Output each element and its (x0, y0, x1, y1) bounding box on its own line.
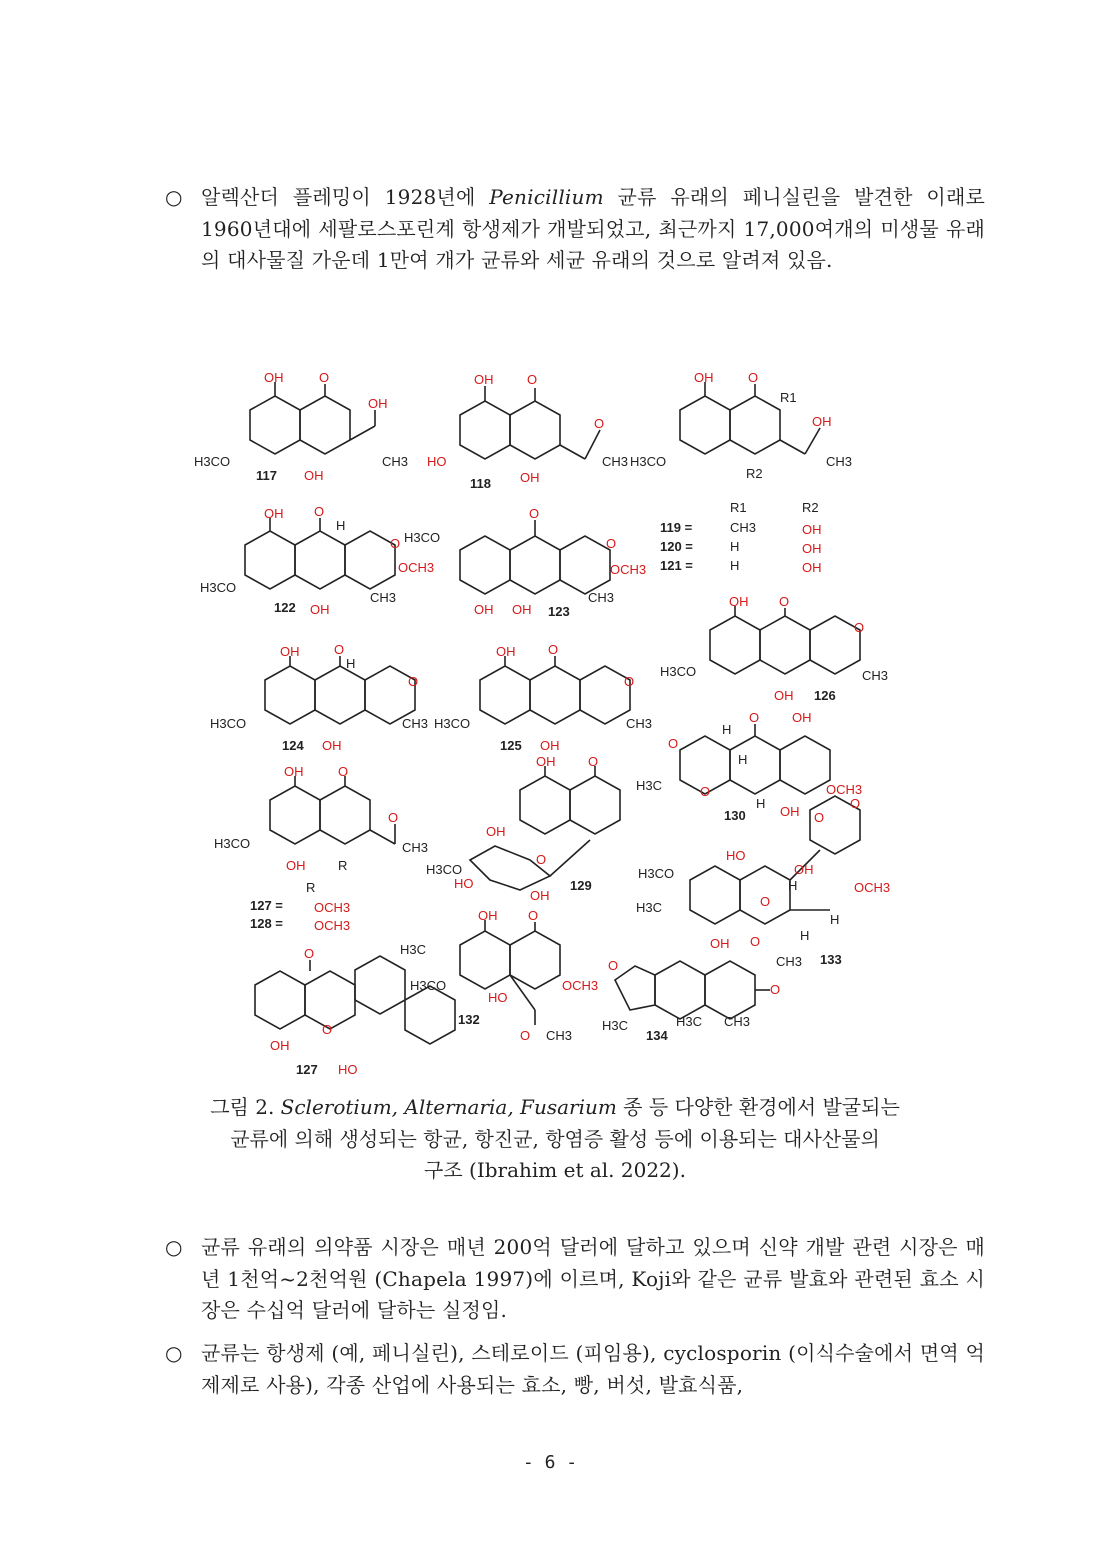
label-oh: OH (536, 754, 556, 769)
label-o: O (850, 796, 861, 811)
compound-118 (427, 372, 628, 491)
label-o: O (608, 958, 619, 973)
label-h3co: H3CO (210, 716, 247, 731)
caption-line-2: 균류에 의해 생성되는 항균, 항진균, 항염증 활성 등에 이용되는 대사산물의 (230, 1126, 880, 1151)
label-och3: OCH3 (854, 880, 891, 895)
caption-line-3: 구조 (Ibrahim et al. 2022). (424, 1158, 686, 1182)
label-o: O (748, 370, 759, 385)
table2-header: R (306, 880, 316, 895)
table-row-r2: OH (802, 560, 822, 575)
label-ch3: CH3 (602, 454, 629, 469)
label-ch3: CH3 (724, 1014, 751, 1029)
label-o: O (760, 894, 771, 909)
label-ch3: CH3 (382, 454, 409, 469)
label-oh: OH (280, 644, 300, 659)
table-row-r2: OH (802, 522, 822, 537)
label-oh: OH (264, 370, 284, 385)
label-oh: OH (486, 824, 506, 839)
label-och3: OCH3 (398, 560, 435, 575)
table-header-r2: R2 (802, 500, 819, 515)
label-o: O (536, 852, 547, 867)
label-o: O (390, 536, 401, 551)
compound-number: 130 (724, 808, 746, 823)
label-h: H (722, 722, 732, 737)
table-row-r2: OH (802, 541, 822, 556)
label-oh: OH (310, 602, 330, 617)
label-o: O (588, 754, 599, 769)
compound-number: 125 (500, 738, 522, 753)
label-oh: OH (284, 764, 304, 779)
compound-132 (400, 908, 598, 1043)
label-h: H (756, 796, 766, 811)
compound-134 (602, 958, 780, 1043)
paragraph-2-text: 균류 유래의 의약품 시장은 매년 200억 달러에 달하고 있으며 신약 개발 관련 시장은 매년 1천억~2천억원 (Chapela 1997)에 이르며, Koji와 같은 균류 발효와 관련된 효소 시장은 수십억 달러에 달하는 실정임. (201, 1235, 985, 1322)
label-oh: OH (264, 506, 284, 521)
compound-124 (210, 642, 428, 753)
compound-122 (200, 504, 434, 617)
paragraph-3 (165, 1338, 985, 1401)
label-r2: R2 (746, 466, 763, 481)
label-h3c: H3C (636, 778, 663, 793)
compound-117 (194, 370, 408, 483)
label-och3: OCH3 (610, 562, 647, 577)
label-o: O (814, 810, 825, 825)
label-o: O (520, 1028, 531, 1043)
label-ch3: CH3 (588, 590, 615, 605)
label-ch3: CH3 (402, 840, 429, 855)
table-row-r1: H (730, 558, 740, 573)
compound-number: 126 (814, 688, 836, 703)
label-ch3: CH3 (626, 716, 653, 731)
label-o: O (314, 504, 325, 519)
compound-129 (426, 754, 620, 903)
p1-part2: 균류 유래의 페니실린을 발견한 이래로 1960년대에 세팔로스포린계 항생제가 개발되었고, 최근까지 17,000여개의 미생물 유래의 대사물질 가운데 1만여 개가 균류와 세균 유래의 것으로 알려져 있음. (201, 185, 985, 272)
label-h: H (738, 752, 748, 767)
label-o: O (548, 642, 559, 657)
label-ho: HO (427, 454, 447, 469)
label-oh: OH (474, 602, 494, 617)
label-ho: HO (338, 1062, 358, 1077)
label-h3co: H3CO (660, 664, 697, 679)
compound-number: 123 (548, 604, 570, 619)
label-ch3: CH3 (776, 954, 803, 969)
label-oh: OH (478, 908, 498, 923)
caption-line-1 (160, 1092, 950, 1124)
paragraph-3-text: 균류는 항생제 (예, 페니실린), 스테로이드 (피임용), cyclosporin (이식수술에서 면역 억제제로 사용), 각종 산업에 사용되는 효소, 빵, 버섯, 발효식품, (201, 1341, 985, 1397)
table-row-id: 120 = (660, 539, 693, 554)
label-h3co: H3CO (214, 836, 251, 851)
label-oh: OH (304, 468, 324, 483)
label-h3c: H3C (400, 942, 427, 957)
compound-number: 124 (282, 738, 304, 753)
label-o: O (594, 416, 605, 431)
label-o: O (319, 370, 330, 385)
r-substituent-table (660, 500, 822, 575)
label-o: O (388, 810, 399, 825)
label-h3co: H3CO (638, 866, 675, 881)
bullet-circle: ○ (165, 185, 183, 209)
label-h3c: H3C (602, 1018, 629, 1033)
label-o: O (668, 736, 679, 751)
compound-127-128 (214, 764, 428, 933)
table2-row-r: OCH3 (314, 918, 351, 933)
label-oh: OH (694, 370, 714, 385)
label-h3co: H3CO (200, 580, 237, 595)
table2-row-id: 128 = (250, 916, 283, 931)
label-oh: OH (794, 862, 814, 877)
label-oh: OH (512, 602, 532, 617)
label-ch3: CH3 (826, 454, 853, 469)
label-o: O (770, 982, 781, 997)
label-ho: HO (488, 990, 508, 1005)
label-ch3: CH3 (862, 668, 889, 683)
label-ho: HO (454, 876, 474, 891)
label-ch3: CH3 (402, 716, 429, 731)
compound-number: 133 (820, 952, 842, 967)
compound-number: 134 (646, 1028, 668, 1043)
label-o: O (700, 784, 711, 799)
label-och3: OCH3 (826, 782, 863, 797)
label-oh: OH (270, 1038, 290, 1053)
label-oh: OH (710, 936, 730, 951)
label-oh: OH (792, 710, 812, 725)
compound-133 (636, 796, 890, 969)
paragraph-2 (165, 1232, 985, 1327)
compound-number: 132 (458, 1012, 480, 1027)
table2-row-r: OCH3 (314, 900, 351, 915)
label-o: O (338, 764, 349, 779)
label-o: O (750, 934, 761, 949)
compound-123 (404, 506, 646, 619)
compound-126 (660, 594, 888, 703)
caption-species: Sclerotium, Alternaria, Fusarium (280, 1095, 617, 1119)
paragraph-1 (165, 182, 985, 277)
table-header-r1: R1 (730, 500, 747, 515)
label-oh: OH (286, 858, 306, 873)
table2-row-id: 127 = (250, 898, 283, 913)
caption-prefix: 그림 2. (210, 1095, 281, 1119)
table-row-r1: H (730, 539, 740, 554)
label-o: O (624, 674, 635, 689)
label-o: O (528, 908, 539, 923)
label-h3co: H3CO (426, 862, 463, 877)
bullet-circle: ○ (165, 1341, 183, 1365)
page-number: - 6 - (522, 1452, 578, 1473)
label-ch3: CH3 (546, 1028, 573, 1043)
label-o: O (334, 642, 345, 657)
label-o: O (749, 710, 760, 725)
label-h3co: H3CO (404, 530, 441, 545)
figure-caption (160, 1092, 950, 1187)
label-h3co: H3CO (434, 716, 471, 731)
paragraph-1-text (201, 182, 985, 277)
figure-chemical-structures (190, 370, 910, 1090)
label-h: H (336, 518, 346, 533)
label-o: O (408, 674, 419, 689)
label-r1: R1 (780, 390, 797, 405)
label-och3: OCH3 (562, 978, 599, 993)
label-oh: OH (322, 738, 342, 753)
label-ch3: CH3 (370, 590, 397, 605)
table-row-id: 121 = (660, 558, 693, 573)
compound-number: 129 (570, 878, 592, 893)
compound-125 (434, 642, 652, 753)
compound-number: 122 (274, 600, 296, 615)
table-row-id: 119 = (660, 520, 693, 535)
compound-number: 117 (256, 468, 277, 483)
label-ho: HO (726, 848, 746, 863)
label-h3c: H3C (676, 1014, 703, 1029)
label-h: H (830, 912, 840, 927)
p1-part1: 알렉산더 플레밍이 1928년에 (201, 185, 490, 209)
label-oh: OH (530, 888, 550, 903)
label-o: O (606, 536, 617, 551)
label-o: O (779, 594, 790, 609)
label-oh: OH (774, 688, 794, 703)
structures-svg (190, 370, 910, 1090)
label-h: H (346, 656, 356, 671)
label-oh: OH (496, 644, 516, 659)
label-oh: OH (812, 414, 832, 429)
label-oh: OH (368, 396, 388, 411)
label-o: O (527, 372, 538, 387)
label-oh: OH (474, 372, 494, 387)
compound-number: 118 (470, 476, 491, 491)
caption-line1-rest: 종 등 다양한 환경에서 발굴되는 (616, 1095, 900, 1119)
label-oh: OH (540, 738, 560, 753)
compound-130 (636, 710, 862, 823)
label-h3c: H3C (636, 900, 663, 915)
compound-number: 127 (296, 1062, 318, 1077)
label-o: O (304, 946, 315, 961)
table-row-r1: CH3 (730, 520, 757, 535)
label-o: O (529, 506, 540, 521)
p1-genus: Penicillium (489, 185, 604, 209)
label-h: H (788, 878, 798, 893)
compound-131 (255, 946, 455, 1077)
label-h3co: H3CO (630, 454, 667, 469)
label-oh: OH (520, 470, 540, 485)
label-oh: OH (780, 804, 800, 819)
label-o: O (854, 620, 865, 635)
label-h: H (800, 928, 810, 943)
label-o: O (322, 1022, 333, 1037)
label-r: R (338, 858, 348, 873)
bullet-circle: ○ (165, 1235, 183, 1259)
label-h3co: H3CO (194, 454, 231, 469)
label-h3co: H3CO (410, 978, 447, 993)
label-oh: OH (729, 594, 749, 609)
compound-119-121 (630, 370, 852, 481)
